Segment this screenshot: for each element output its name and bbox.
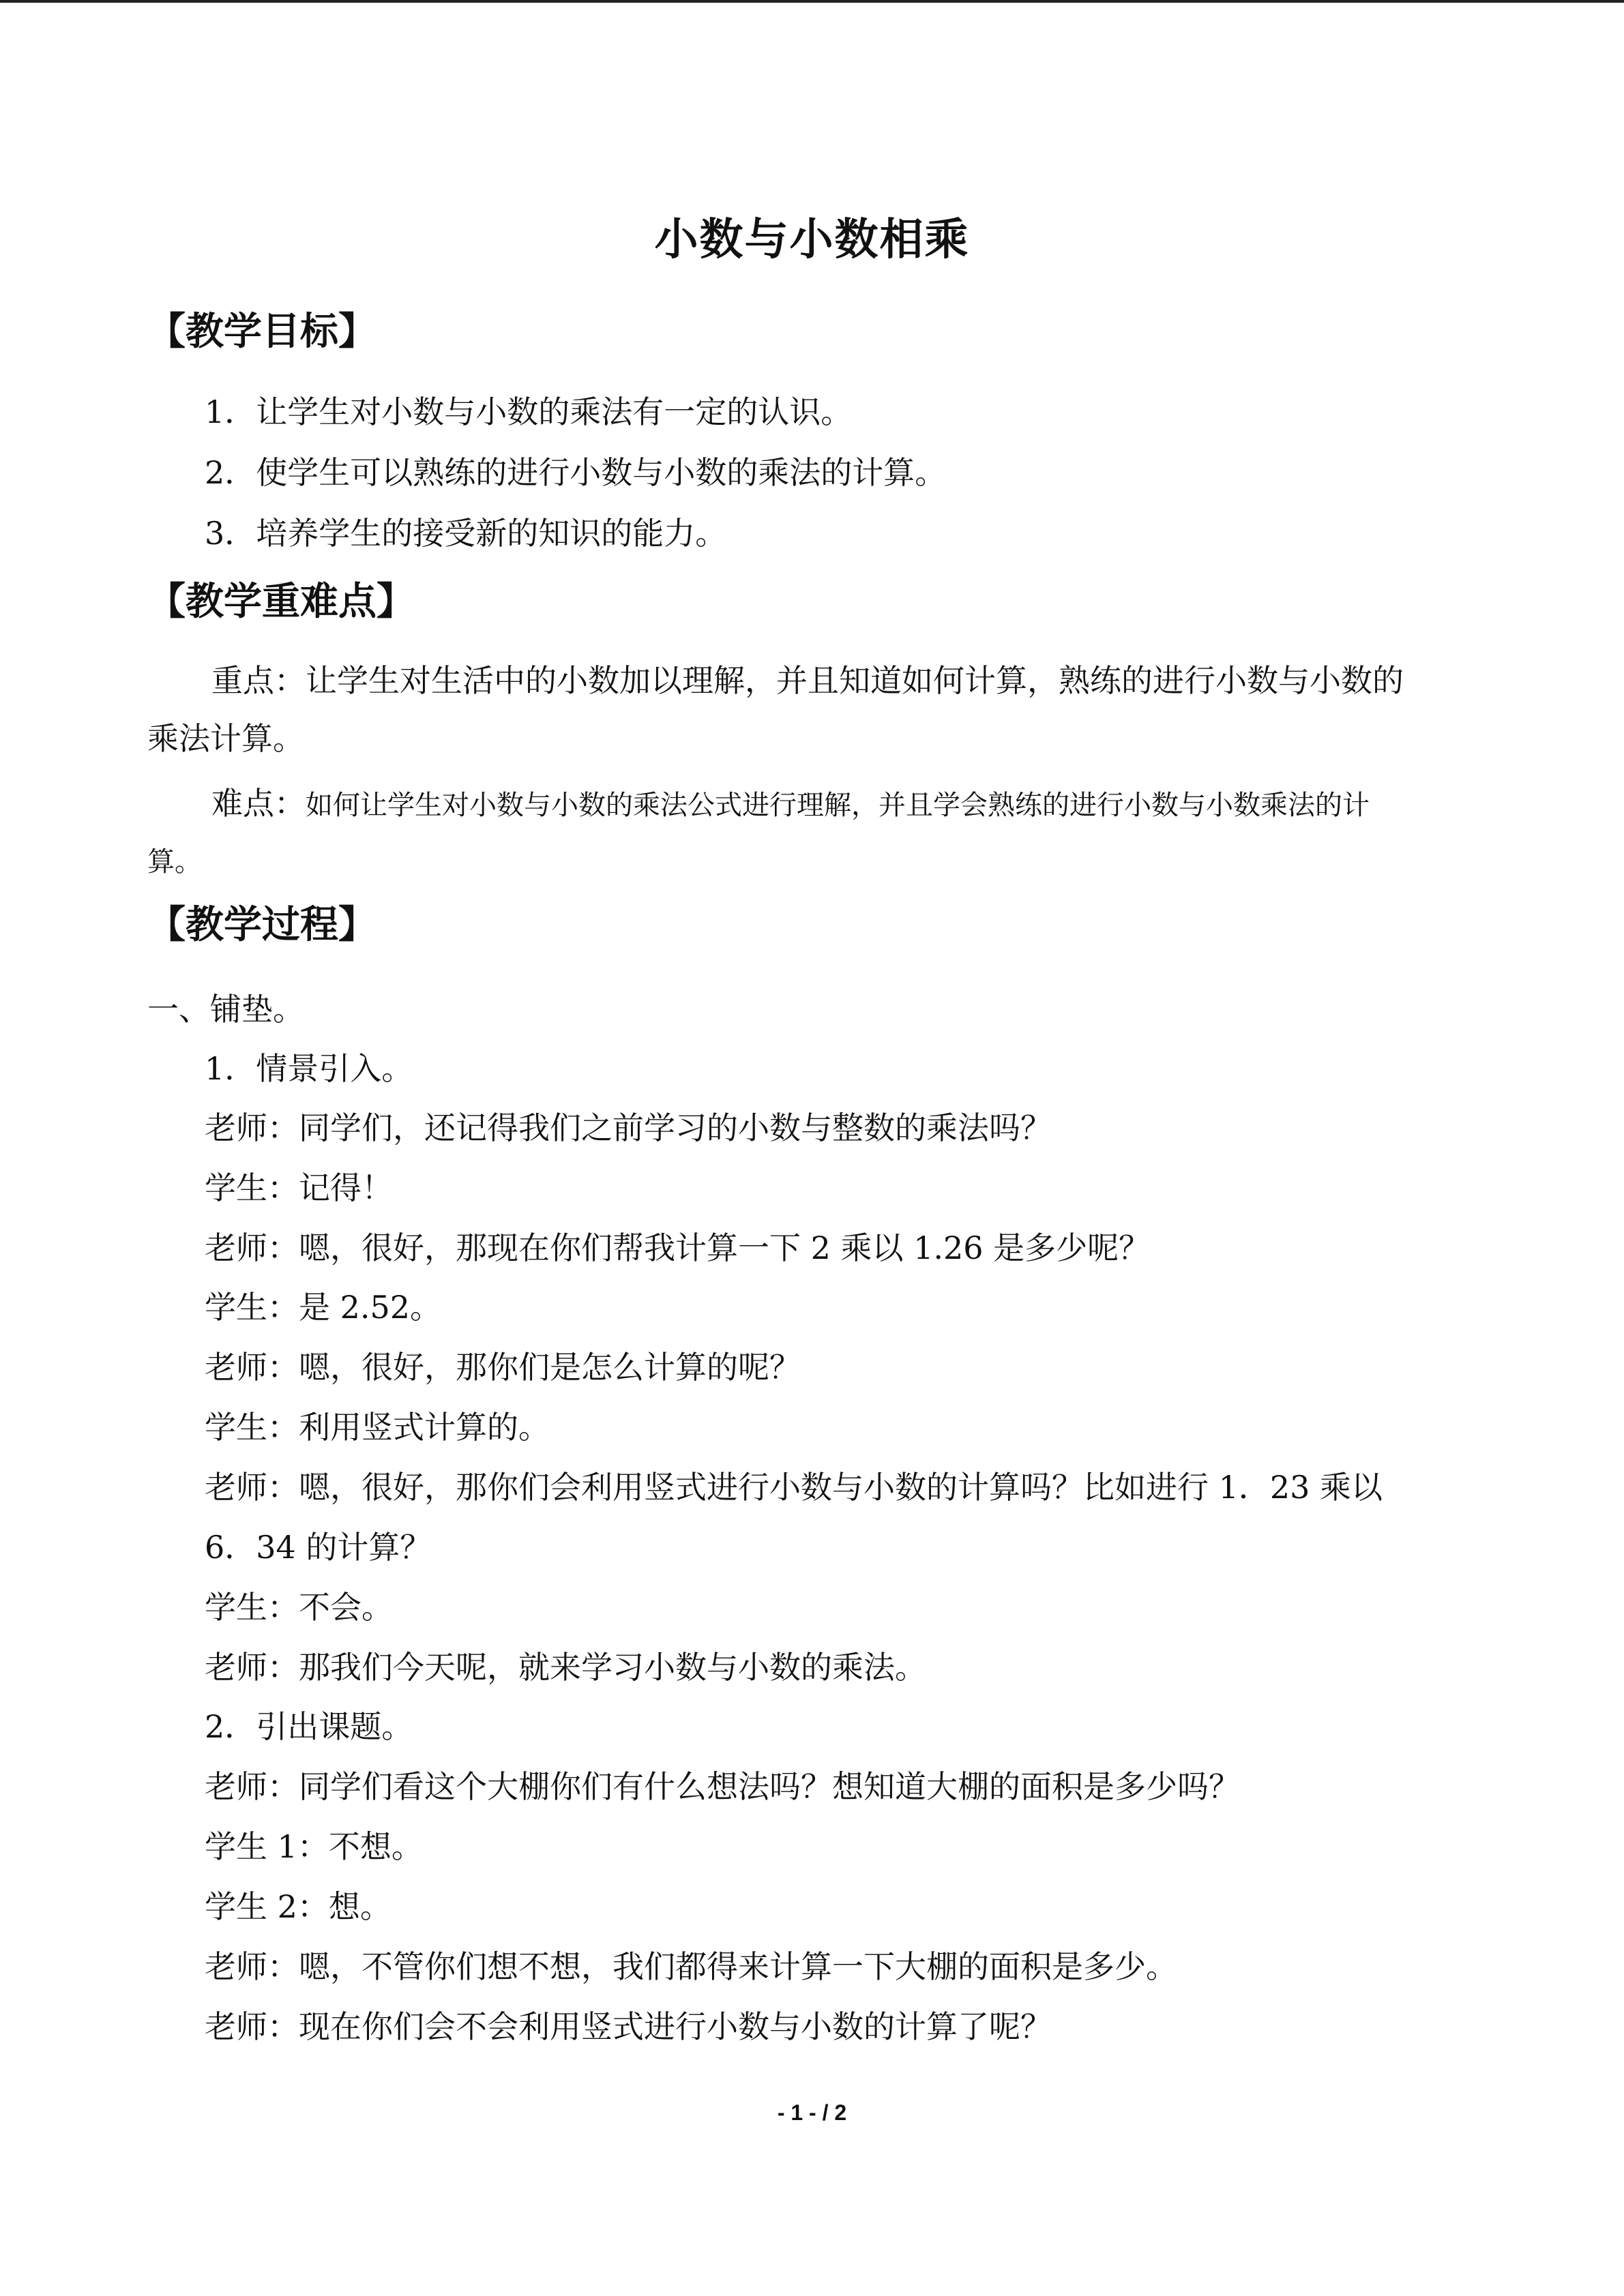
process-line: 老师：嗯，很好，那现在你们帮我计算一下 2 乘以 1.26 是多少呢？ (205, 1229, 1151, 1266)
process-line: 学生：不会。 (205, 1589, 393, 1626)
process-line: 老师：那我们今天呢，就来学习小数与小数的乘法。 (205, 1649, 926, 1686)
key-points-heading: 【教学重难点】 (147, 579, 415, 624)
focus-paragraph-line-2: 乘法计算。 (147, 720, 304, 757)
focus-text: 让学生对生活中的小数加以理解，并且知道如何计算，熟练的进行小数与小数的 (306, 662, 1404, 699)
process-line: 老师：嗯，很好，那你们会利用竖式进行小数与小数的计算吗？比如进行 1．23 乘以 (205, 1469, 1383, 1506)
difficulty-text: 如何让学生对小数与小数的乘法公式进行理解，并且学会熟练的进行小数与小数乘法的计 (306, 790, 1370, 821)
document-title: 小数与小数相乘 (654, 214, 970, 265)
process-line: 老师：现在你们会不会利用竖式进行小数与小数的计算了呢？ (205, 2008, 1052, 2045)
objectives-heading: 【教学目标】 (147, 309, 377, 354)
process-line: 学生：利用竖式计算的。 (205, 1409, 550, 1446)
focus-paragraph-line-1 (211, 656, 1404, 701)
objective-item-1: 1．让学生对小数与小数的乘法有一定的认识。 (205, 393, 853, 430)
difficulty-paragraph-line-2: 算。 (147, 846, 202, 878)
difficulty-label: 难点： (211, 785, 306, 822)
process-line: 老师：同学们看这个大棚你们有什么想法吗？想知道大棚的面积是多少吗？ (205, 1768, 1240, 1805)
process-line: 学生：是 2.52。 (205, 1289, 442, 1326)
process-part-1-title: 一、铺垫。 (147, 991, 304, 1028)
top-border-line (0, 0, 1624, 3)
process-line: 1．情景引入。 (205, 1050, 413, 1087)
objective-item-3: 3．培养学生的接受新的知识的能力。 (205, 515, 727, 552)
process-line: 学生：记得！ (205, 1169, 393, 1206)
process-line: 老师：同学们，还记得我们之前学习的小数与整数的乘法吗？ (205, 1109, 1052, 1146)
page-number-footer: - 1 - / 2 (777, 2100, 847, 2125)
process-line: 学生 2：想。 (205, 1888, 392, 1925)
objective-item-2: 2．使学生可以熟练的进行小数与小数的乘法的计算。 (205, 454, 947, 491)
focus-label: 重点： (211, 662, 306, 699)
process-line: 2．引出课题。 (205, 1708, 413, 1745)
process-line: 学生 1：不想。 (205, 1828, 423, 1865)
difficulty-paragraph-line-1 (211, 779, 1370, 824)
process-line: 老师：嗯，不管你们想不想，我们都得来计算一下大棚的面积是多少。 (205, 1948, 1177, 1985)
process-heading: 【教学过程】 (147, 902, 377, 947)
process-line: 老师：嗯，很好，那你们是怎么计算的呢？ (205, 1349, 801, 1386)
process-line: 6．34 的计算？ (205, 1529, 432, 1566)
